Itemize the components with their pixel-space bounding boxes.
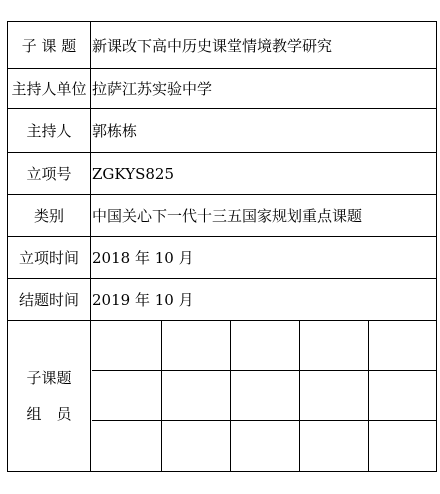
row-project-number xyxy=(8,153,436,195)
member-cell[interactable] xyxy=(162,321,231,371)
row-host xyxy=(8,109,436,153)
members-section xyxy=(8,321,436,471)
host-label: 主持人 xyxy=(8,109,91,152)
member-cell[interactable] xyxy=(162,421,231,471)
row-end-time xyxy=(8,279,436,321)
row-start-time xyxy=(8,237,436,279)
member-cell[interactable] xyxy=(369,421,436,471)
members-label-line1: 子课题 xyxy=(26,369,72,387)
member-cell[interactable] xyxy=(300,421,369,471)
start-time-value: 2018 年 10 月 xyxy=(92,249,194,267)
member-cell[interactable] xyxy=(92,371,162,421)
member-cell[interactable] xyxy=(231,371,300,421)
category-value: 中国关心下一代十三五国家规划重点课题 xyxy=(92,207,363,225)
member-cell[interactable] xyxy=(300,371,369,421)
project-info-form xyxy=(7,21,437,472)
member-cell[interactable] xyxy=(369,371,436,421)
host-unit-value: 拉萨江苏实验中学 xyxy=(92,80,213,98)
member-cell[interactable] xyxy=(92,321,162,371)
member-cell[interactable] xyxy=(369,321,436,371)
project-number-label: 立项号 xyxy=(8,153,91,194)
end-time-value: 2019 年 10 月 xyxy=(92,291,194,309)
row-host-unit xyxy=(8,69,436,109)
subtopic-value: 新课改下高中历史课堂情境教学研究 xyxy=(92,36,333,55)
member-cell[interactable] xyxy=(92,421,162,471)
start-time-label: 立项时间 xyxy=(8,237,91,278)
end-time-label: 结题时间 xyxy=(8,279,91,320)
row-category xyxy=(8,195,436,237)
member-cell[interactable] xyxy=(231,321,300,371)
members-label-line2: 组 员 xyxy=(26,405,72,423)
members-label xyxy=(8,321,91,471)
member-cell[interactable] xyxy=(231,421,300,471)
project-number-value: ZGKYS825 xyxy=(92,164,175,183)
row-subtopic xyxy=(8,22,436,69)
host-value: 郭栋栋 xyxy=(92,122,138,140)
category-label: 类别 xyxy=(8,195,91,236)
member-cell[interactable] xyxy=(162,371,231,421)
members-grid xyxy=(92,321,436,471)
host-unit-label: 主持人单位 xyxy=(8,69,91,108)
member-cell[interactable] xyxy=(300,321,369,371)
subtopic-label: 子 课 题 xyxy=(8,22,91,68)
